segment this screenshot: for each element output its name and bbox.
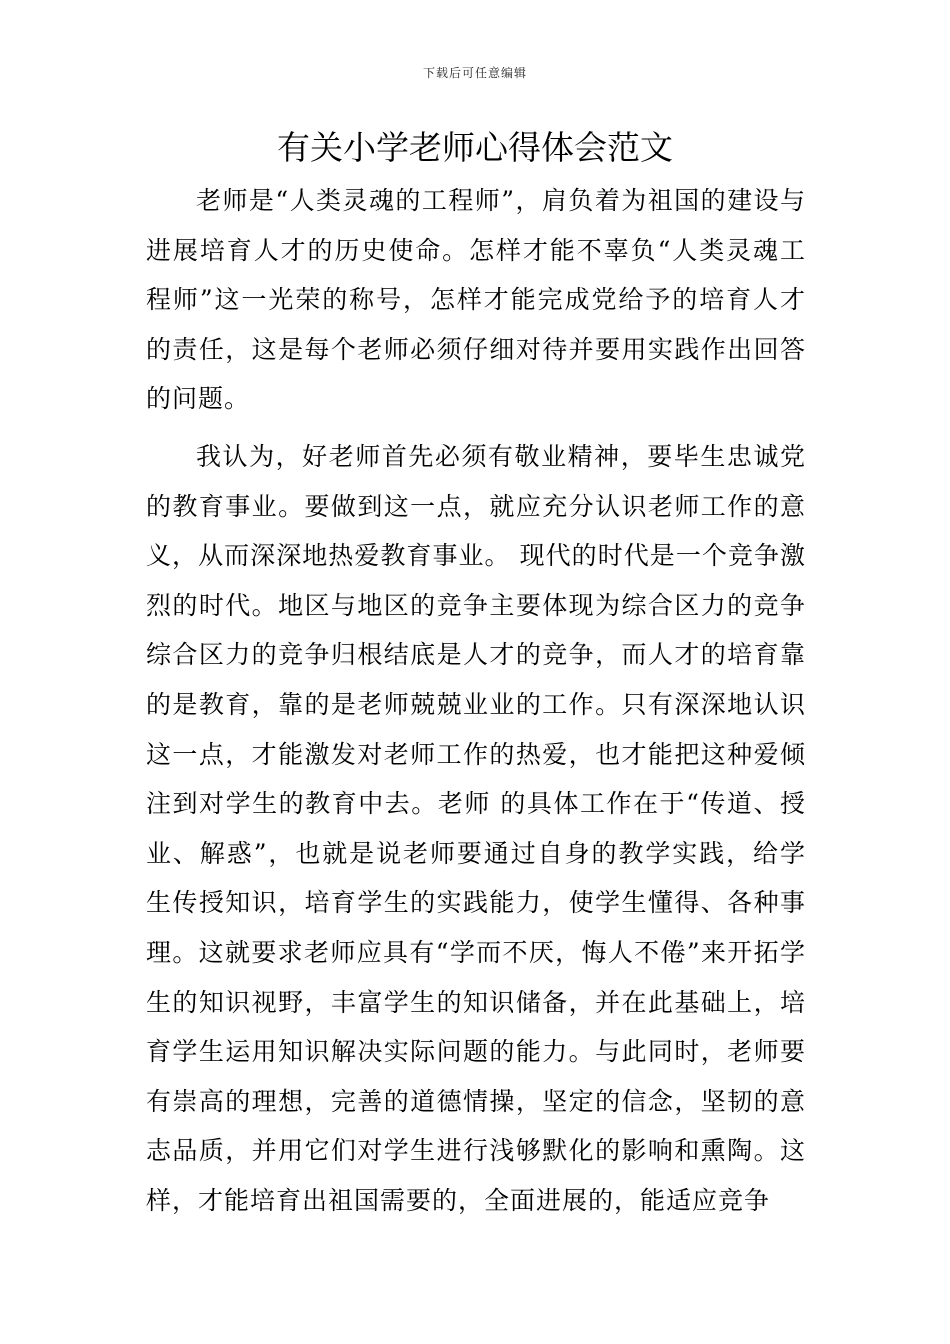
paragraph-1: 老师是“人类灵魂的工程师”，肩负着为祖国的建设与进展培育人才的历史使命。怎样才能不辜负“人类灵魂工程师”这一光荣的称号，怎样才能完成党给予的培育人才的责任，这是每个老师必须仔细对待并要用实践作出回答的问题。 [146, 186, 806, 414]
page-header-note: 下载后可任意编辑 [422, 66, 527, 80]
paragraph-2: 我认为，好老师首先必须有敬业精神，要毕生忠诚党的教育事业。要做到这一点，就应充分认识老师工作的意义，从而深深地热爱教育事业。 现代的时代是一个竞争激烈的时代。地区与地区的竞争主要体现为综合区力的竞争综合区力的竞争归根结底是人才的竞争，而人才的培育靠的是教育，靠的是老师兢兢业业的工作。只有深深地认识这一点，才能激发对老师工作的热爱，也才能把这种爱倾注到对学生的教育中去。老师 的具体工作在于“传道、授业、解惑”，也就是说老师要通过自身的教学实践，给学生传授知识，培育学生的实践能力，使学生懂得、各种事理。这就要求老师应具有“学而不厌，悔人不倦”来开拓学生的知识视野，丰富学生的知识储备，并在此基础上，培育学生运用知识解决实际问题的能力。与此同时，老师要有崇高的理想，完善的道德情操，坚定的信念，坚韧的意志品质，并用它们对学生进行浅够默化的影响和熏陶。这样，才能培育出祖国需要的，全面进展的，能适应竞争 [146, 441, 806, 1215]
document-title: 有关小学老师心得体会范文 [277, 128, 673, 167]
document-body [146, 176, 806, 1225]
